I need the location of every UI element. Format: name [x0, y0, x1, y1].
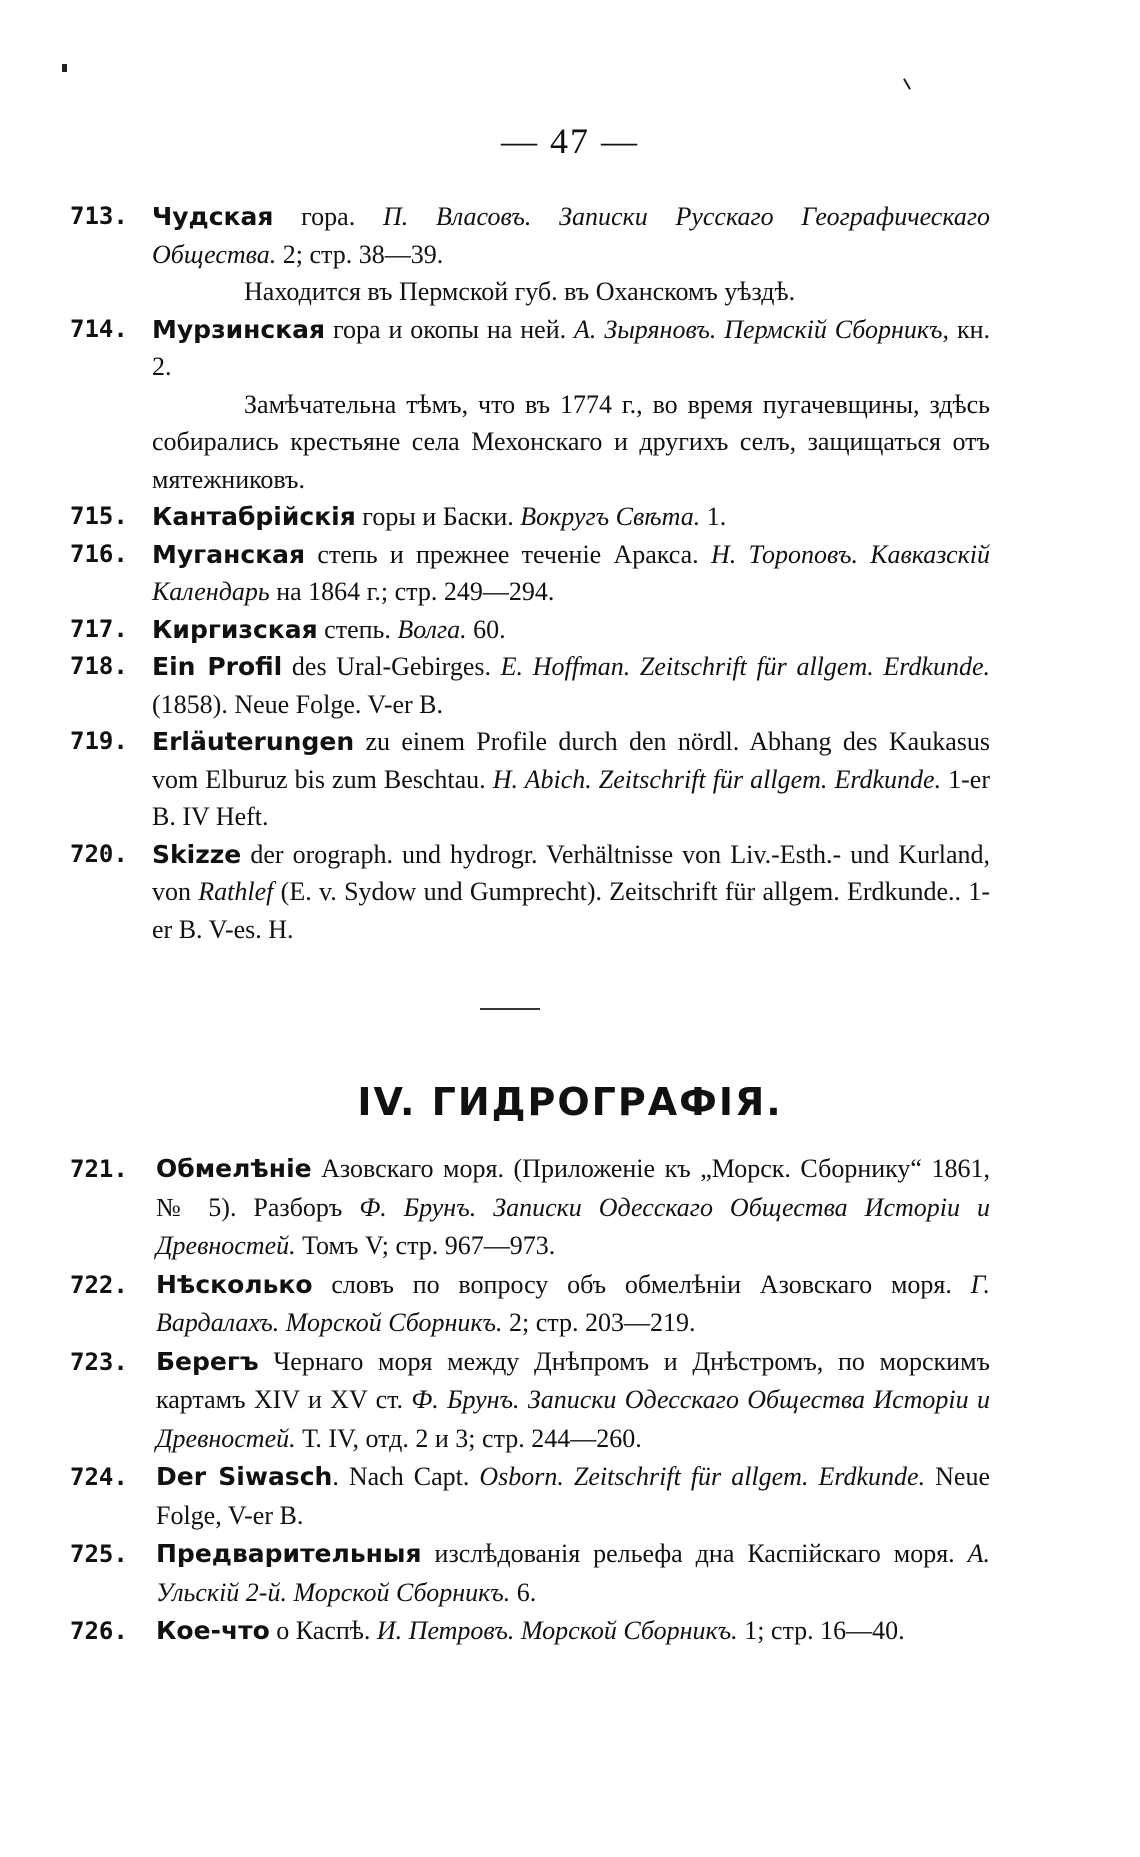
entry-citation: Вокругъ Свѣта.: [520, 502, 701, 531]
entry-citation: Osborn. Zeitschrift für allgem. Erdkunde.: [479, 1462, 926, 1491]
entry-heading: Skizze: [152, 839, 242, 869]
entry-text-tail: на 1864 г.; стр. 249—294.: [269, 577, 555, 606]
entry-text: гора и окопы на ней.: [325, 314, 575, 344]
entry-number: 721.: [70, 1155, 128, 1183]
entry-number: 723.: [70, 1347, 128, 1376]
entry-number: 725.: [70, 1540, 128, 1568]
bibliography-entry: [70, 1150, 990, 1266]
entry-citation: Н. Тороповъ. Кавказскій Календарь: [152, 539, 991, 606]
entry-heading: Der Siwasch: [156, 1462, 333, 1491]
entry-text: словъ по вопросу объ обмелѣніи Азовскаго моря.: [312, 1269, 971, 1299]
entry-text-tail: Томъ V; стр. 967—973.: [295, 1231, 556, 1260]
entry-heading: Erläuterungen: [152, 727, 355, 756]
entry-text-tail: 1; стр. 16—40.: [737, 1616, 905, 1645]
entry-text: der orograph. und hydrogr. Verhältnisse von Liv.-Esth.- und Kurland, von: [152, 839, 990, 906]
bibliography-entry: [70, 198, 990, 311]
entry-citation: А. Зыряновъ. Пермскій Сборникъ,: [574, 314, 950, 344]
bibliography-entry: [70, 836, 990, 949]
entry-text-tail: Т. IV, отд. 2 и 3; стр. 244—260.: [295, 1423, 642, 1453]
bibliography-entry: [70, 611, 990, 649]
entry-heading: Кое-что: [156, 1616, 270, 1645]
entry-number: 713.: [70, 202, 128, 230]
entry-text-tail: 1.: [700, 502, 727, 531]
entry-number: 719.: [70, 727, 128, 755]
section-separator: [480, 1008, 540, 1010]
entry-text: горы и Баски.: [355, 502, 521, 531]
speck-mark: [62, 64, 67, 72]
entry-note: Находится въ Пермской губ. въ Оханскомъ уѣздѣ.: [244, 277, 796, 306]
entry-heading: Предварительныя: [156, 1539, 422, 1568]
bibliography-entry: [70, 1612, 990, 1651]
entry-text: zu einem Profile durch den nördl. Abhang des Kaukasus vom Elburuz bis zum Beschtau.: [152, 727, 990, 794]
entry-text: Чернаго моря между Днѣпромъ и Днѣстромъ, по морскимъ картамъ XIV и XV ст.: [156, 1346, 990, 1414]
entry-number: 720.: [70, 839, 128, 868]
bibliography-entry: [70, 648, 990, 723]
entry-citation: Г. Вардалахъ. Морской Сборникъ.: [156, 1269, 990, 1337]
entry-note: Замѣчательна тѣмъ, что въ 1774 г., во время пугачевщины, здѣсь собирались крестьяне села Мехонскаго и другихъ селъ, защищаться отъ мятежниковъ.: [152, 389, 990, 494]
entry-number: 722.: [70, 1270, 128, 1299]
section-title: IV. ГИДРОГРАФІЯ.: [357, 1080, 783, 1124]
entry-text-tail: (1858). Neue Folge. V-er B.: [152, 689, 444, 719]
entry-heading: Ein Profil: [152, 652, 283, 681]
entry-text-tail: 6.: [510, 1577, 537, 1607]
entry-number: 724.: [70, 1463, 128, 1491]
entry-heading: Берегъ: [156, 1346, 259, 1376]
entry-text-tail: кн. 2.: [152, 314, 990, 381]
entry-text: Азовскаго моря. (Приложеніе къ „Морск. Сборнику“ 1861, № 5). Разборъ: [156, 1154, 990, 1222]
entry-text: des Ural-Gebirges.: [282, 652, 501, 681]
entry-text-tail: 2; стр. 203—219.: [502, 1308, 696, 1337]
entry-heading: Нѣсколько: [156, 1269, 313, 1299]
entry-number: 714.: [70, 314, 128, 343]
entry-text-tail: (E. v. Sydow und Gumprecht). Zeitschrift für allgem. Erdkunde.. 1-er B. V-es. H.: [152, 877, 990, 944]
entry-text-tail: 2; стр. 38—39.: [276, 239, 444, 269]
entry-heading: Киргизская: [152, 614, 318, 644]
entry-number: 716.: [70, 539, 128, 568]
entry-text-tail: 60.: [466, 614, 506, 644]
entry-citation: H. Abich. Zeitschrift für allgem. Erdkunde.: [492, 764, 942, 794]
entry-text-tail: 1-er B. IV Heft.: [152, 764, 991, 831]
entry-citation: Ф. Брунъ. Записки Одесскаго Общества Исторіи и Древностей.: [156, 1385, 990, 1453]
entry-citation: И. Петровъ. Морской Сборникъ.: [376, 1616, 738, 1645]
bibliography-entry: [70, 1266, 990, 1343]
entry-text-tail: Neue Folge, V-er B.: [156, 1462, 990, 1530]
entry-citation: Ф. Брунъ. Записки Одесскаго Общества Исторіи и Древностей.: [156, 1192, 990, 1260]
entry-citation: Волга.: [397, 614, 467, 644]
entry-heading: Кантабрійскія: [152, 502, 356, 531]
entry-heading: Мурзинская: [152, 314, 326, 344]
bibliography-entry: [70, 498, 990, 536]
entry-citation: А. Ульскій 2-й. Морской Сборникъ.: [156, 1539, 990, 1607]
entry-text: гора.: [273, 202, 383, 231]
bibliography-entry: [70, 723, 990, 836]
entry-citation: Rathlef: [198, 877, 274, 906]
page-number: — 47 —: [501, 121, 639, 161]
entry-heading: Муганская: [152, 539, 306, 569]
bibliography-entry: [70, 1535, 990, 1612]
entry-citation: E. Hoffman. Zeitschrift für allgem. Erdkunde.: [500, 652, 991, 681]
bibliography-entry: [70, 536, 990, 611]
entry-text: степь и прежнее теченіе Аракса.: [305, 539, 711, 569]
entry-number: 718.: [70, 652, 128, 680]
entry-text: степь.: [317, 614, 398, 644]
entry-citation: П. Власовъ. Записки Русскаго Географическаго Общества.: [152, 202, 990, 269]
speck-mark: [903, 78, 911, 89]
entry-number: 726.: [70, 1617, 128, 1645]
entry-number: 715.: [70, 502, 128, 530]
entry-text: . Nach Capt.: [332, 1462, 480, 1491]
entry-text: изслѣдованія рельефа дна Каспійскаго моря.: [421, 1539, 968, 1568]
bibliography-entry: [70, 1458, 990, 1535]
entry-heading: Чудская: [152, 202, 274, 231]
entry-heading: Обмелѣніе: [156, 1154, 312, 1183]
entry-list-part1: [70, 198, 990, 948]
bibliography-entry: [70, 1343, 990, 1459]
bibliography-entry: [70, 311, 990, 499]
entry-number: 717.: [70, 614, 128, 643]
entry-text: о Каспѣ.: [269, 1616, 377, 1645]
entry-list-part2: [70, 1150, 990, 1651]
